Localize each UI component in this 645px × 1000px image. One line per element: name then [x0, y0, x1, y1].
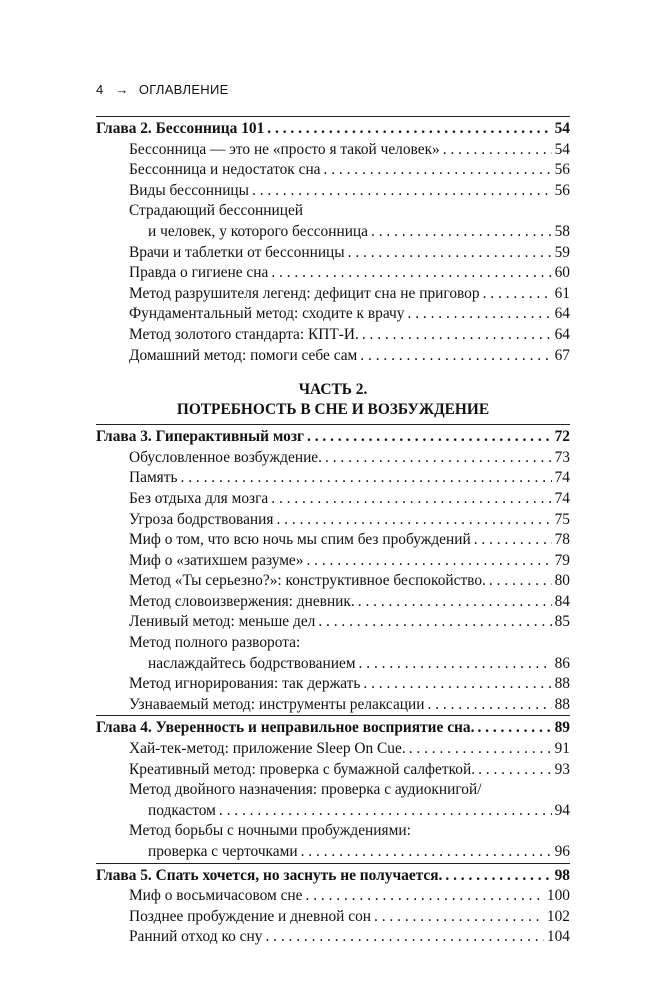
dot-leader — [306, 886, 544, 907]
dot-leader — [409, 739, 552, 760]
dot-leader — [477, 718, 551, 739]
page-ref: 96 — [554, 843, 570, 860]
item-text: Бессонница и недостаток сна — [129, 161, 321, 179]
dot-leader — [428, 695, 552, 716]
page-number: 4 — [96, 82, 104, 97]
toc-item-line1: Метод полного разворота: — [129, 634, 301, 652]
dot-leader — [265, 927, 543, 948]
toc-item[interactable] — [96, 927, 570, 948]
item-text: подкастом — [148, 801, 216, 819]
dot-leader — [307, 427, 552, 448]
dot-leader — [348, 243, 552, 264]
toc-item[interactable] — [96, 304, 570, 325]
page-ref: 54 — [554, 140, 570, 158]
item-text: Метод игнорирования: так держать — [129, 675, 361, 693]
item-text: Позднее пробуждение и дневной сон — [129, 907, 372, 925]
toc-item[interactable] — [96, 674, 570, 695]
toc-item[interactable] — [96, 448, 570, 469]
toc-item[interactable] — [96, 346, 570, 367]
page-ref: 85 — [554, 613, 570, 631]
dot-leader — [359, 654, 552, 675]
chapter-4-entry[interactable] — [96, 715, 570, 739]
dot-leader — [271, 489, 551, 510]
dot-leader — [324, 160, 552, 181]
page-ref: 73 — [554, 448, 570, 466]
dot-leader — [318, 612, 551, 633]
page-ref: 56 — [554, 161, 570, 179]
item-text: Метод разрушителя легенд: дефицит сна не приговор — [129, 284, 480, 302]
item-text: Миф о восьмичасовом сне — [129, 887, 303, 905]
toc-item[interactable] — [96, 263, 570, 284]
page-ref: 75 — [554, 510, 570, 528]
item-text: Обусловленное возбуждение. — [129, 448, 322, 466]
toc-item[interactable] — [96, 907, 570, 928]
page-ref: 86 — [554, 654, 570, 672]
item-text: Домашний метод: помоги себе сам — [129, 346, 358, 364]
page-ref: 104 — [546, 928, 570, 946]
dot-leader — [325, 448, 552, 469]
header-title: ОГЛАВЛЕНИЕ — [138, 82, 229, 97]
dot-leader — [489, 571, 552, 592]
chapter-title: Глава 2. Бессонница 101 — [96, 120, 265, 137]
item-text: и человек, у которого бессонница — [148, 222, 368, 240]
dot-leader — [301, 842, 552, 863]
toc-item[interactable] — [96, 181, 570, 202]
running-header — [96, 82, 229, 97]
page-ref: 84 — [554, 592, 570, 610]
dot-leader — [181, 468, 552, 489]
page-ref: 59 — [554, 243, 570, 261]
item-text: Память — [129, 469, 178, 487]
dot-leader — [267, 119, 551, 140]
page-ref: 89 — [554, 719, 570, 737]
page-ref: 61 — [554, 284, 570, 302]
page-ref: 64 — [554, 325, 570, 343]
page-ref: 80 — [554, 572, 570, 590]
toc-item[interactable] — [96, 468, 570, 489]
page-ref: 56 — [554, 181, 570, 199]
page-ref: 94 — [554, 801, 570, 819]
arrow-right-icon: → — [115, 82, 129, 97]
item-text: Метод золотого стандарта: КПТ-И. — [129, 325, 359, 343]
page-ref: 74 — [554, 489, 570, 507]
page-ref: 78 — [554, 531, 570, 549]
chapter-title: Глава 5. Спать хочется, но заснуть не получается. — [96, 866, 443, 884]
dot-leader — [474, 530, 552, 551]
toc-item-line1: Страдающий бессонницей — [129, 202, 304, 220]
dot-leader — [478, 760, 552, 781]
toc-item[interactable] — [96, 510, 570, 531]
item-text: Правда о гигиене сна — [129, 264, 269, 282]
item-text: Ленивый метод: меньше дел — [129, 613, 316, 631]
page-ref: 88 — [554, 695, 570, 713]
item-text: Фундаментальный метод: сходите к врачу — [129, 305, 405, 323]
chapter-3-entry[interactable] — [96, 424, 570, 448]
dot-leader — [276, 510, 551, 531]
item-text: проверка с черточками — [148, 843, 298, 860]
page-ref: 64 — [554, 305, 570, 323]
toc-item[interactable] — [96, 842, 570, 863]
dot-leader — [360, 346, 551, 367]
dot-leader — [408, 304, 552, 325]
toc-item[interactable] — [96, 160, 570, 181]
toc-item[interactable] — [96, 284, 570, 305]
part-heading — [96, 380, 570, 420]
dot-leader — [443, 140, 552, 161]
page-ref: 93 — [554, 760, 570, 778]
toc-item[interactable] — [96, 551, 570, 572]
item-text: Врачи и таблетки от бессонницы — [129, 243, 345, 261]
dot-leader — [363, 674, 551, 695]
toc-item[interactable] — [96, 886, 570, 907]
dot-leader — [358, 592, 552, 613]
item-text: Хай-тек-метод: приложение Sleep On Cue. — [129, 740, 406, 758]
toc-item[interactable] — [96, 592, 570, 613]
page-ref: 98 — [554, 866, 570, 884]
toc-item[interactable] — [96, 760, 570, 781]
dot-leader — [271, 263, 551, 284]
chapter-title: Глава 4. Уверенность и неправильное восприятие сна. — [96, 719, 475, 737]
item-text: Миф о том, что всю ночь мы спим без пробуждений — [129, 531, 471, 549]
item-text: Метод словоизвержения: дневник. — [129, 592, 355, 610]
chapter-5-entry[interactable] — [96, 863, 570, 887]
item-text: Угроза бодрствования — [129, 510, 274, 528]
dot-leader — [219, 801, 552, 822]
toc-item-line1: Метод двойного назначения: проверка с аудиокнигой/ — [129, 781, 482, 799]
toc-item[interactable] — [96, 222, 570, 243]
part-title: ПОТРЕБНОСТЬ В СНЕ И ВОЗБУЖДЕНИЕ — [176, 401, 490, 419]
toc-item[interactable] — [96, 654, 570, 675]
page-ref: 54 — [554, 120, 570, 137]
dot-leader — [445, 866, 551, 887]
dot-leader — [371, 222, 552, 243]
dot-leader — [252, 181, 552, 202]
page-ref: 91 — [554, 740, 570, 758]
page-ref: 72 — [554, 428, 570, 446]
toc-item[interactable] — [96, 801, 570, 822]
page-ref: 67 — [554, 346, 570, 364]
item-text: наслаждайтесь бодрствованием — [148, 654, 356, 672]
toc-item[interactable] — [96, 695, 570, 716]
toc-item[interactable] — [96, 325, 570, 346]
item-text: Креативный метод: проверка с бумажной салфеткой. — [129, 760, 476, 778]
page-ref: 79 — [554, 551, 570, 569]
toc-item[interactable] — [96, 612, 570, 633]
item-text: Бессонница — это не «просто я такой человек» — [129, 140, 440, 158]
item-text: Виды бессонницы — [129, 181, 250, 199]
item-text: Узнаваемый метод: инструменты релаксации — [129, 695, 425, 713]
dot-leader — [306, 551, 551, 572]
item-text: Без отдыха для мозга — [129, 489, 269, 507]
item-text: Метод «Ты серьезно?»: конструктивное беспокойство. — [129, 572, 486, 590]
toc-item[interactable] — [96, 243, 570, 264]
toc-item[interactable] — [96, 530, 570, 551]
part-number: ЧАСТЬ 2. — [298, 381, 368, 399]
page-ref: 100 — [546, 887, 570, 905]
toc-item[interactable] — [96, 140, 570, 161]
page-ref: 88 — [554, 675, 570, 693]
dot-leader — [483, 284, 552, 305]
page-ref: 58 — [554, 222, 570, 240]
page-ref: 102 — [546, 907, 570, 925]
toc-item-line1: Метод борьбы с ночными пробуждениями: — [129, 822, 411, 840]
table-of-contents — [96, 116, 570, 948]
dot-leader — [362, 325, 552, 346]
chapter-2-entry[interactable] — [96, 116, 570, 140]
item-text: Миф о «затихшем разуме» — [129, 551, 304, 569]
item-text: Ранний отход ко сну — [129, 928, 263, 946]
toc-item[interactable] — [96, 739, 570, 760]
toc-item[interactable] — [96, 571, 570, 592]
chapter-title: Глава 3. Гиперактивный мозг — [96, 428, 305, 446]
dot-leader — [374, 907, 544, 928]
page-ref: 74 — [554, 469, 570, 487]
toc-item[interactable] — [96, 489, 570, 510]
page-ref: 60 — [554, 264, 570, 282]
